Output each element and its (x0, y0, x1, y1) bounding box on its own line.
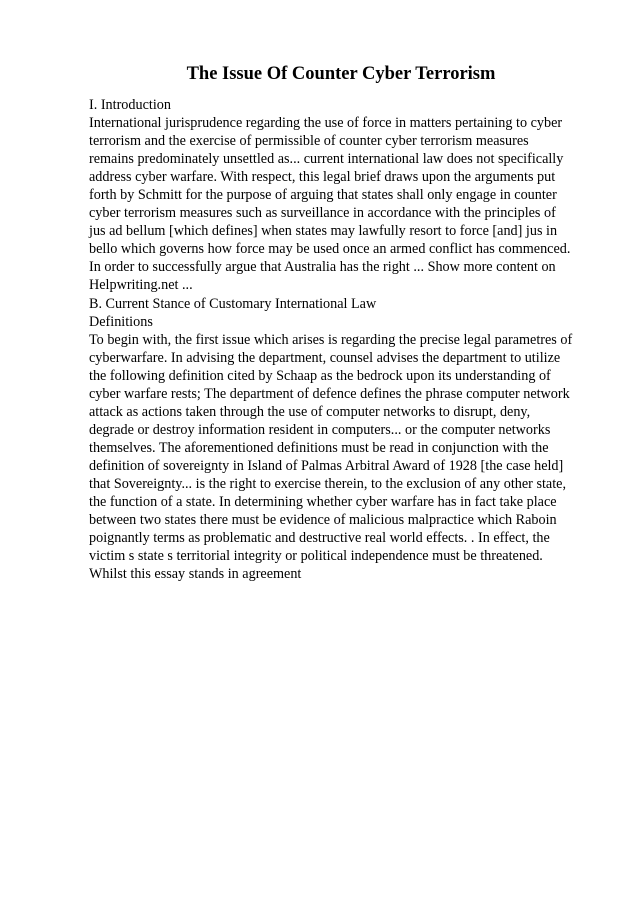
text-line: remains predominately unsettled as... current international law does not specifically (89, 151, 564, 168)
section-heading: B. Current Stance of Customary International Law (89, 295, 377, 312)
text-line: between two states there must be evidence of malicious malpractice which Raboin (89, 512, 557, 529)
text-line: Whilst this essay stands in agreement (89, 566, 302, 583)
text-line: I. Introduction (89, 97, 171, 113)
text-line: jus ad bellum [which defines] when states may lawfully resort to force [and] jus in (89, 223, 558, 240)
text-line: bello which governs how force may be used once an armed conflict has commenced. (89, 241, 571, 258)
text-line: that Sovereignty... is the right to exercise therein, to the exclusion of any other state, (89, 475, 566, 492)
text-line: definition of sovereignty in Island of Palmas Arbitral Award of 1928 [the case held] (89, 457, 564, 474)
text-line: cyberwarfare. In advising the department, counsel advises the department to utilize (89, 349, 561, 366)
text-line: International jurisprudence regarding the use of force in matters pertaining to cyber (89, 115, 563, 132)
text-line: forth by Schmitt for the purpose of arguing that states shall only engage in counter (89, 187, 557, 204)
text-line: themselves. The aforementioned definitions must be read in conjunction with the (89, 439, 549, 456)
text-line: To begin with, the first issue which arises is regarding the precise legal parametres of (89, 331, 573, 348)
text-line: poignantly terms as problematic and destructive real world effects. . In effect, the (89, 530, 550, 547)
text-line: address cyber warfare. With respect, this legal brief draws upon the arguments put (89, 169, 556, 186)
text-line: attack as actions taken through the use of computer networks to disrupt, deny, (89, 403, 531, 420)
text-line: degrade or destroy information resident in computers... or the computer networks (89, 421, 551, 438)
text-line: cyber terrorism measures such as surveillance in accordance with the principles of (89, 205, 556, 222)
text-line: Helpwriting.net ... (89, 277, 193, 294)
text-line: cyber warfare rests; The department of defence defines the phrase computer network (89, 385, 570, 402)
text-line: terrorism and the exercise of permissible of counter cyber terrorism measures (89, 133, 529, 150)
text-line: the function of a state. In determining whether cyber warfare has in fact take place (89, 494, 557, 511)
text-line: victim s state s territorial integrity or political independence must be threatened. (89, 548, 543, 565)
text-line: In order to successfully argue that Australia has the right ... Show more content on (89, 259, 556, 276)
document-body (89, 96, 609, 583)
subsection-heading: Definitions (89, 313, 153, 330)
document-title: The Issue Of Counter Cyber Terrorism (186, 64, 496, 84)
text-line: the following definition cited by Schaap as the bedrock upon its understanding of (89, 367, 551, 384)
